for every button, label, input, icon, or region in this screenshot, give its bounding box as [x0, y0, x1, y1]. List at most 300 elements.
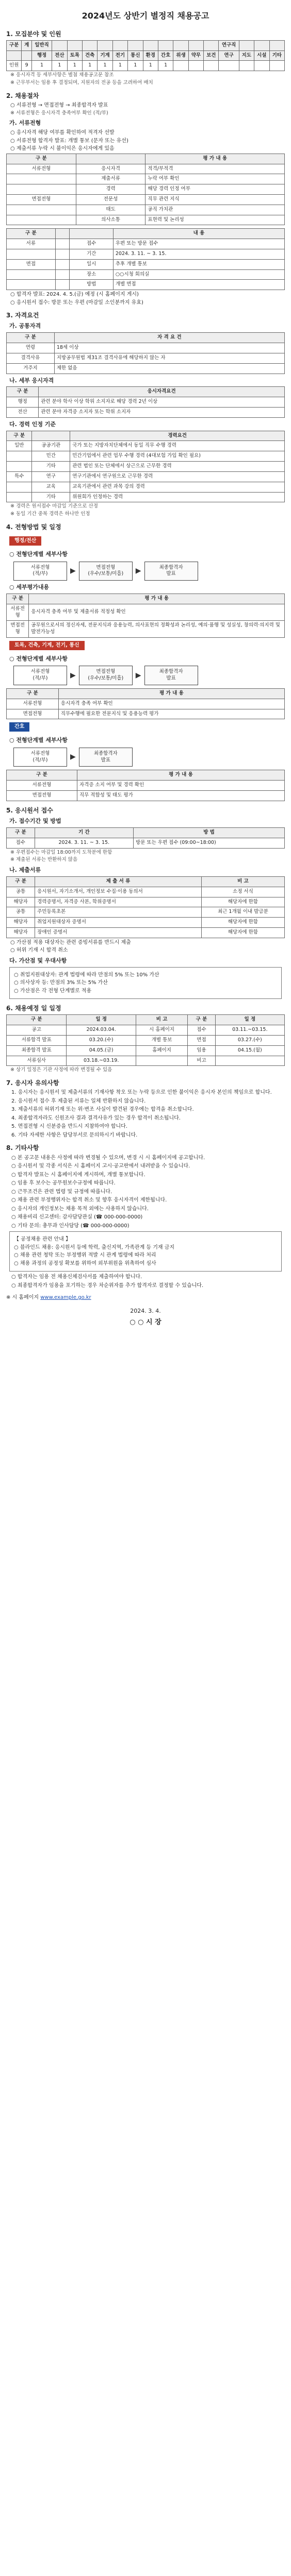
table-cell: 직무 관련 지식: [146, 194, 285, 205]
table-cell: 방문 또는 우편 접수 (09:00~18:00): [134, 838, 285, 848]
table-header-cell: 연구직: [219, 40, 239, 50]
table-header-cell: 구 분: [7, 876, 35, 887]
table-header-cell: 평 가 내 용: [29, 594, 285, 604]
table-header-row: [7, 1015, 285, 1025]
table-header-cell: [82, 40, 97, 50]
table-cell: [55, 259, 70, 269]
list-item: ○ 응시자의 개인정보는 채용 목적 외에는 사용하지 않습니다.: [11, 1206, 149, 1212]
list-item: ○ 합격자 발표: 2024. 4. 5.(금) 예정 (시 홈페이지 게시): [10, 292, 139, 298]
list-item: 1. 응시자는 응시원서 및 제출서류의 기재사항 착오 또는 누락 등으로 인한 불이익은 응시자 본인의 책임으로 합니다.: [11, 1090, 272, 1096]
table-cell: 응시자격 충족 여부 확인: [58, 699, 284, 709]
stage-detail-subheading-2: ○ 전형단계별 세부사항: [9, 655, 68, 662]
table-row: [7, 887, 285, 897]
flow-step: 면접전형 (우수/보통/미흡): [79, 666, 133, 685]
list-item: ○ 응시원서 접수: 방문 또는 우편 (마감일 소인분까지 유효): [10, 299, 143, 306]
table-cell: 서류: [7, 239, 56, 249]
table-cell: 18세 이상: [54, 343, 284, 353]
table-header-cell: 토목: [67, 50, 82, 61]
table-header-cell: 위생: [173, 50, 188, 61]
table-header-cell: 내 용: [113, 229, 284, 239]
table-cell: 연구기관에서 연구원으로 근무한 경력: [70, 471, 285, 482]
table-cell: [55, 249, 70, 260]
table-header-cell: 기 간: [35, 827, 133, 838]
table-header-cell: [188, 40, 203, 50]
table-header-cell: [55, 229, 70, 239]
table-cell: 해당자에 한함: [201, 928, 284, 938]
recruit-count-table: [6, 40, 285, 71]
table-header-cell: [76, 154, 146, 164]
announcement-page: [6, 0, 285, 1327]
note-text: ※ 상기 일정은 기관 사정에 따라 변경될 수 있음: [10, 1067, 112, 1073]
career-criteria-subheading: 다. 경력 인정 기준: [9, 420, 56, 428]
table-cell: [7, 174, 76, 184]
note-text: ※ 경력은 원서접수 마감일 기준으로 산정: [10, 503, 98, 510]
table-cell: 03.20.(수): [67, 1036, 136, 1046]
table-header-cell: [98, 40, 112, 50]
table-cell: 위원회가 인정하는 경력: [70, 492, 285, 502]
table-cell: 03.27.(수): [215, 1036, 284, 1046]
table-cell: 04.15.(월): [215, 1045, 284, 1056]
table-cell: 기타: [32, 492, 70, 502]
table-row: [7, 408, 285, 418]
table-header-row: [7, 594, 285, 604]
table-cell: 1: [67, 61, 82, 71]
table-cell: 공공기관: [32, 441, 70, 451]
table-cell: 1: [112, 61, 127, 71]
table-header-cell: 평 가 내 용: [77, 770, 284, 781]
table-header-row: [7, 154, 285, 164]
table-header-row: [7, 689, 285, 699]
table-row: [7, 1056, 285, 1066]
table-header-cell: 자 격 요 건: [54, 333, 284, 343]
list-item: 3. 제출서류의 허위기재 또는 위·변조 사실이 발견된 경우에는 합격을 취소합니다.: [11, 1107, 194, 1113]
list-item: ○ 취업지원대상자: 관계 법령에 따라 만점의 5% 또는 10% 가산: [14, 972, 159, 978]
table-header-cell: 전산: [52, 50, 67, 61]
table-cell: 경력증명서, 자격증 사본, 학위증명서: [35, 897, 202, 907]
table-header-cell: 평 가 내 용: [58, 689, 284, 699]
table-row: [7, 471, 285, 482]
table-cell: 특수: [7, 471, 32, 482]
flow-step: 최종합격자 발표: [144, 562, 198, 581]
eval-detail-subheading: ○ 세부평가내용: [9, 584, 50, 591]
table-cell: 해당자에 한함: [201, 918, 284, 928]
table-cell: [7, 451, 32, 462]
table-cell: 해당자: [7, 928, 35, 938]
table-header-cell: 비 고: [136, 1015, 188, 1025]
note-text: ※ 제출된 서류는 반환하지 않음: [10, 857, 78, 863]
fair-hiring-box: [9, 1231, 282, 1272]
stage-detail-subheading-3: ○ 전형단계별 세부사항: [9, 736, 68, 743]
arrow-right-icon: ▶: [135, 566, 141, 575]
table-cell: [7, 280, 56, 290]
table-cell: 접수: [70, 239, 113, 249]
table-row: [7, 791, 285, 801]
process-flow-2: [13, 666, 282, 685]
table-cell: [7, 462, 32, 472]
table-header-row: [7, 333, 285, 343]
table-cell: 결격사유: [7, 353, 55, 363]
table-cell: 거주지: [7, 363, 55, 374]
table-row: [7, 781, 285, 791]
table-row: [7, 397, 285, 408]
table-header-cell: 지도: [239, 50, 254, 61]
table-header-cell: [239, 40, 254, 50]
table-cell: 면접전형: [7, 621, 29, 638]
table-cell: 접수: [188, 1025, 215, 1036]
table-header-row: [7, 827, 285, 838]
table-cell: 1: [31, 61, 52, 71]
table-cell: 서류심사: [7, 1056, 67, 1066]
table-header-row: [7, 229, 285, 239]
table-cell: 서류전형: [7, 781, 77, 791]
common-qualification-table: [6, 332, 285, 374]
section-4-heading: 4. 전형방법 및 일정: [6, 523, 61, 531]
table-header-cell: 환경: [143, 50, 158, 61]
list-item: ○ 허위 기재 시 합격 취소: [10, 947, 68, 954]
table-cell: 최종합격 발표: [7, 1045, 67, 1056]
table-row: [7, 604, 285, 621]
table-cell: 해당자: [7, 897, 35, 907]
list-item: ○ 임용 후 보수는 공무원보수규정에 따릅니다.: [11, 1180, 116, 1187]
table-header-cell: 기계: [98, 50, 112, 61]
list-item: ○ 채용비리 신고센터: 감사담당관실 (☎ 000-000-0000): [11, 1214, 143, 1221]
table-row: [7, 205, 285, 215]
list-item: ○ 가산점 적용 대상자는 관련 증빙서류를 반드시 제출: [10, 939, 131, 945]
flow-step: 서류전형 (적/부): [13, 562, 67, 581]
table-cell: 홈페이지: [136, 1045, 188, 1056]
table-cell: 비고: [188, 1056, 215, 1066]
table-row: [7, 239, 285, 249]
table-cell: [55, 269, 70, 280]
table-cell: 공고: [7, 1025, 67, 1036]
table-cell: 면접전형: [7, 709, 59, 719]
table-cell: 일반: [7, 441, 32, 451]
table-cell: 제한 없음: [54, 363, 284, 374]
bonus-points-subheading: 다. 가산점 및 우대사항: [9, 957, 67, 964]
table-header-row: [7, 40, 285, 50]
flow-step: 서류전형 (적/부): [13, 748, 67, 767]
table-cell: 자격증 소지 여부 및 경력 확인: [77, 781, 284, 791]
table-header-row: [7, 770, 285, 781]
screening-criteria-table: [6, 154, 285, 226]
bonus-points-box: [9, 967, 282, 999]
table-cell: 최근 1개월 이내 발급분: [201, 907, 284, 918]
process-flow-1: [13, 562, 282, 581]
table-cell: 적격/부적격: [146, 164, 285, 174]
flow-step: 면접전형 (우수/보통/미흡): [79, 562, 133, 581]
table-header-cell: [143, 40, 158, 50]
application-period-subheading: 가. 접수기간 및 방법: [9, 818, 61, 825]
table-header-cell: [112, 40, 127, 50]
table-header-cell: [173, 40, 188, 50]
table-cell: 주민등록초본: [35, 907, 202, 918]
table-cell: 면접: [7, 259, 56, 269]
table-header-row: [7, 387, 285, 397]
table-cell: 태도: [76, 205, 146, 215]
table-cell: 1: [143, 61, 158, 71]
table-header-cell: [128, 40, 143, 50]
list-item: ○ 합격자 발표는 시 홈페이지에 게시하며, 개별 통보합니다.: [11, 1172, 146, 1178]
table-row: [7, 194, 285, 205]
application-period-table: [6, 827, 285, 849]
table-cell: 1: [158, 61, 173, 71]
table-cell: 응시자격: [76, 164, 146, 174]
table-cell: [7, 482, 32, 492]
closing-date: 2024. 3. 4.: [130, 1307, 161, 1314]
table-row: [7, 353, 285, 363]
list-item: ○ 서류전형 합격자 발표: 개별 통보 (문자 또는 유선): [10, 138, 128, 144]
doc-screening-subheading: 가. 서류전형: [9, 120, 41, 127]
table-cell: 교육기관에서 관련 과목 강의 경력: [70, 482, 285, 492]
schedule-table: [6, 1014, 285, 1066]
table-cell: 2024. 3. 11. ~ 3. 15.: [35, 838, 133, 848]
table-row: [7, 215, 285, 225]
table-row: [7, 492, 285, 502]
table-cell: 해당자: [7, 918, 35, 928]
note-text: ※ 근무부서는 임용 후 결정되며, 지원자의 전공 등을 고려하여 배치: [10, 80, 153, 86]
table-cell: 1: [98, 61, 112, 71]
list-item: 【 공정채용 관련 안내 】: [14, 1236, 71, 1243]
table-row: [7, 709, 285, 719]
table-cell: 공통: [7, 907, 35, 918]
table-cell: 공통: [7, 887, 35, 897]
table-cell: 2024.03.04.: [67, 1025, 136, 1036]
table-header-cell: [204, 40, 219, 50]
table-cell: 일시: [70, 259, 113, 269]
category-tag-tech: 토목, 건축, 기계, 전기, 통신: [9, 641, 85, 650]
table-row: [7, 61, 285, 71]
table-cell: [7, 249, 56, 260]
section-1-heading: 1. 모집분야 및 인원: [6, 30, 61, 38]
list-item: 2. 응시원서 접수 후 제출된 서류는 일체 반환하지 않습니다.: [11, 1098, 146, 1104]
arrow-right-icon: ▶: [135, 671, 141, 680]
table-header-cell: 약무: [188, 50, 203, 61]
section-2-heading: 2. 채용절차: [6, 92, 39, 99]
table-cell: 민간기업에서 관련 업무 수행 경력 (4대보험 가입 확인 필요): [70, 451, 285, 462]
table-cell: [173, 61, 188, 71]
table-header-cell: 일 정: [215, 1015, 284, 1025]
list-item: ○ 블라인드 채용: 응시원서 등에 학력, 출신지역, 가족관계 등 기재 금지: [14, 1244, 175, 1250]
table-cell: 1: [128, 61, 143, 71]
table-cell: 관련 분야 학사 이상 학위 소지자로 해당 경력 2년 이상: [39, 397, 285, 408]
table-header-cell: 통신: [128, 50, 143, 61]
table-header-cell: 응시자격요건: [39, 387, 285, 397]
list-item: ○ 의사상자 등: 만점의 3% 또는 5% 가산: [14, 980, 108, 986]
table-cell: 교육: [32, 482, 70, 492]
misc-list: [6, 1155, 285, 1230]
detail-qualification-table: [6, 386, 285, 417]
table-row: [7, 699, 285, 709]
table-header-cell: 구 분: [7, 154, 76, 164]
eval-table-2: [6, 688, 285, 719]
list-item: ○ 채용 관련 청탁 또는 부정행위 적발 시 관계 법령에 따라 처리: [14, 1252, 156, 1259]
table-cell: 누락 여부 확인: [146, 174, 285, 184]
table-row: [7, 1025, 285, 1036]
table-row: [7, 1036, 285, 1046]
list-item: ○ 채용 과정의 공정성 확보를 위하여 외부위원을 위촉하여 심사: [14, 1260, 156, 1266]
table-cell: 해당자에 한함: [201, 897, 284, 907]
table-cell: 응시원서, 자기소개서, 개인정보 수집·이용 동의서: [35, 887, 202, 897]
process-flow-3: [13, 748, 282, 767]
table-cell: 9: [22, 61, 32, 71]
table-cell: 서류전형: [7, 699, 59, 709]
homepage-line: [6, 1294, 285, 1301]
list-item: ○ 근무조건은 관련 법령 및 규정에 따릅니다.: [11, 1189, 112, 1195]
table-header-cell: 일 정: [67, 1015, 136, 1025]
table-header-cell: 구 분: [188, 1015, 215, 1025]
page-title: 2024년도 상반기 별정직 채용공고: [82, 11, 209, 21]
list-item: ○ 채용 관련 부정행위자는 합격 취소 및 향후 응시자격이 제한됩니다.: [11, 1197, 167, 1204]
table-row: [7, 269, 285, 280]
table-cell: [219, 61, 239, 71]
table-cell: 취업지원대상자 증명서: [35, 918, 202, 928]
table-row: [7, 907, 285, 918]
table-cell: 관련 분야 자격증 소지자 또는 학위 소지자: [39, 408, 285, 418]
table-cell: 기간: [70, 249, 113, 260]
table-header-cell: 구 분: [7, 827, 35, 838]
common-qualification-subheading: 가. 공통자격: [9, 323, 41, 330]
table-cell: [188, 61, 203, 71]
arrow-right-icon: ▶: [70, 566, 76, 575]
table-cell: 면접전형: [7, 791, 77, 801]
list-item: 5. 면접전형 시 신분증을 반드시 지참하여야 합니다.: [11, 1124, 127, 1130]
table-header-cell: 구 분: [7, 229, 56, 239]
detail-qualification-subheading: 나. 세부 응시자격: [9, 377, 54, 384]
table-cell: [136, 1056, 188, 1066]
table-cell: 민간: [32, 451, 70, 462]
table-cell: 연구: [32, 471, 70, 482]
table-row: [7, 897, 285, 907]
list-item: 4. 최종합격자라도 신원조사 결과 결격사유가 있는 경우 합격이 취소됩니다.: [11, 1115, 181, 1121]
table-cell: 우편 또는 방문 접수: [113, 239, 284, 249]
table-cell: 접수: [7, 838, 35, 848]
table-row: [7, 462, 285, 472]
table-cell: 면접전형: [7, 194, 76, 205]
table-cell: [239, 61, 254, 71]
table-row: [7, 918, 285, 928]
table-header-cell: 간호: [158, 50, 173, 61]
flow-step: 최종합격자 발표: [79, 748, 133, 767]
section-6-heading: 6. 채용예정 일 일정: [6, 1005, 61, 1012]
table-cell: [7, 492, 32, 502]
table-row: [7, 441, 285, 451]
list-item: 6. 기타 자세한 사항은 담당부서로 문의하시기 바랍니다.: [11, 1132, 138, 1138]
table-cell: 응시자격 충족 여부 및 제출서류 적정성 확인: [29, 604, 285, 621]
table-header-cell: 구 분: [7, 333, 55, 343]
table-cell: 지방공무원법 제31조 결격사유에 해당하지 않는 자: [54, 353, 284, 363]
misc-list-2: [6, 1274, 285, 1289]
table-header-cell: 방 법: [134, 827, 285, 838]
table-cell: 03.18.~03.19.: [67, 1056, 136, 1066]
table-cell: 직무 적합성 및 태도 평가: [77, 791, 284, 801]
table-cell: 전산: [7, 408, 39, 418]
table-cell: 서류전형: [7, 604, 29, 621]
table-cell: [254, 61, 269, 71]
table-header-cell: 구분: [7, 40, 22, 50]
table-header-cell: 비 고: [201, 876, 284, 887]
required-docs-subheading: 나. 제출서류: [9, 867, 41, 874]
table-cell: 제출서류: [76, 174, 146, 184]
table-header-cell: 시설: [254, 50, 269, 61]
schedule-detail-table: [6, 228, 285, 290]
stage-detail-subheading-1: ○ 전형단계별 세부사항: [9, 550, 68, 557]
table-row: [7, 1045, 285, 1056]
table-header-cell: 계: [22, 40, 32, 50]
table-cell: [204, 61, 219, 71]
table-cell: 표현력 및 논리성: [146, 215, 285, 225]
table-row: [7, 280, 285, 290]
table-cell: 2024. 3. 11. ~ 3. 15.: [113, 249, 284, 260]
table-header-row: [7, 50, 285, 61]
table-header-cell: [67, 40, 82, 50]
table-header-cell: [269, 40, 285, 50]
table-cell: 공무원으로서의 정신자세, 전문지식과 응용능력, 의사표현의 정확성과 논리성, 예의·품행 및 성실성, 창의력·의지력 및 발전가능성: [29, 621, 285, 638]
table-cell: 해당 경력 인정 여부: [146, 184, 285, 195]
table-row: [7, 621, 285, 638]
table-cell: 서류합격 발표: [7, 1036, 67, 1046]
table-header-cell: 전기: [112, 50, 127, 61]
table-cell: [7, 215, 76, 225]
table-cell: 개별 통보: [136, 1036, 188, 1046]
table-header-cell: 평 가 내 용: [146, 154, 285, 164]
issuer-name: ○ ○ 시 장: [130, 1318, 161, 1327]
arrow-right-icon: ▶: [70, 671, 76, 680]
table-cell: 1: [52, 61, 67, 71]
table-header-row: [7, 431, 285, 441]
table-row: [7, 343, 285, 353]
table-row: [7, 164, 285, 174]
table-header-cell: 기타: [269, 50, 285, 61]
note-text: ※ 응시자격 등 세부사항은 별첨 채용공고문 참조: [10, 72, 114, 78]
procedure-flow-text: ○ 서류전형 → 면접전형 → 최종합격자 발표: [10, 103, 108, 109]
table-row: [7, 451, 285, 462]
table-header-cell: 구 분: [7, 594, 29, 604]
table-cell: 04.05.(금): [67, 1045, 136, 1056]
list-item: ○ 기타 문의: 총무과 인사담당 (☎ 000-000-0000): [11, 1223, 130, 1229]
table-header-cell: 행정: [31, 50, 52, 61]
table-row: [7, 363, 285, 374]
applicant-cautions-list: [6, 1089, 285, 1139]
table-header-cell: 일반직: [31, 40, 52, 50]
flow-step: 서류전형 (적/부): [13, 666, 67, 685]
table-header-cell: 건축: [82, 50, 97, 61]
table-header-cell: 제 출 서 류: [35, 876, 202, 887]
table-row: [7, 184, 285, 195]
table-cell: 인원: [7, 61, 22, 71]
table-row: [7, 838, 285, 848]
homepage-link[interactable]: www.example.go.kr: [40, 1295, 91, 1301]
note-text: ※ 동일 기간 중복 경력은 하나만 인정: [10, 511, 90, 517]
table-cell: 임용: [188, 1045, 215, 1056]
list-item: ○ 응시자격 해당 여부를 확인하여 적격자 선발: [10, 130, 115, 136]
table-header-row: [7, 876, 285, 887]
table-header-cell: 구 분: [7, 770, 77, 781]
required-docs-table: [6, 876, 285, 938]
table-header-cell: 구 분: [7, 431, 32, 441]
table-header-cell: 구 분: [7, 387, 39, 397]
procedure-note: ※ 서류전형은 응시자격 충족여부 확인 (적/부): [10, 110, 108, 116]
table-header-cell: [158, 40, 173, 50]
table-header-cell: [22, 50, 32, 61]
table-cell: 국가 또는 지방자치단체에서 동일 직무 수행 경력: [70, 441, 285, 451]
table-cell: [55, 280, 70, 290]
table-cell: [269, 61, 285, 71]
table-cell: [7, 205, 76, 215]
table-header-cell: 구 분: [7, 689, 59, 699]
eval-table-3: [6, 770, 285, 801]
section-5-heading: 5. 응시원서 접수: [6, 806, 53, 814]
category-tag-admin: 행정/전산: [9, 536, 41, 546]
